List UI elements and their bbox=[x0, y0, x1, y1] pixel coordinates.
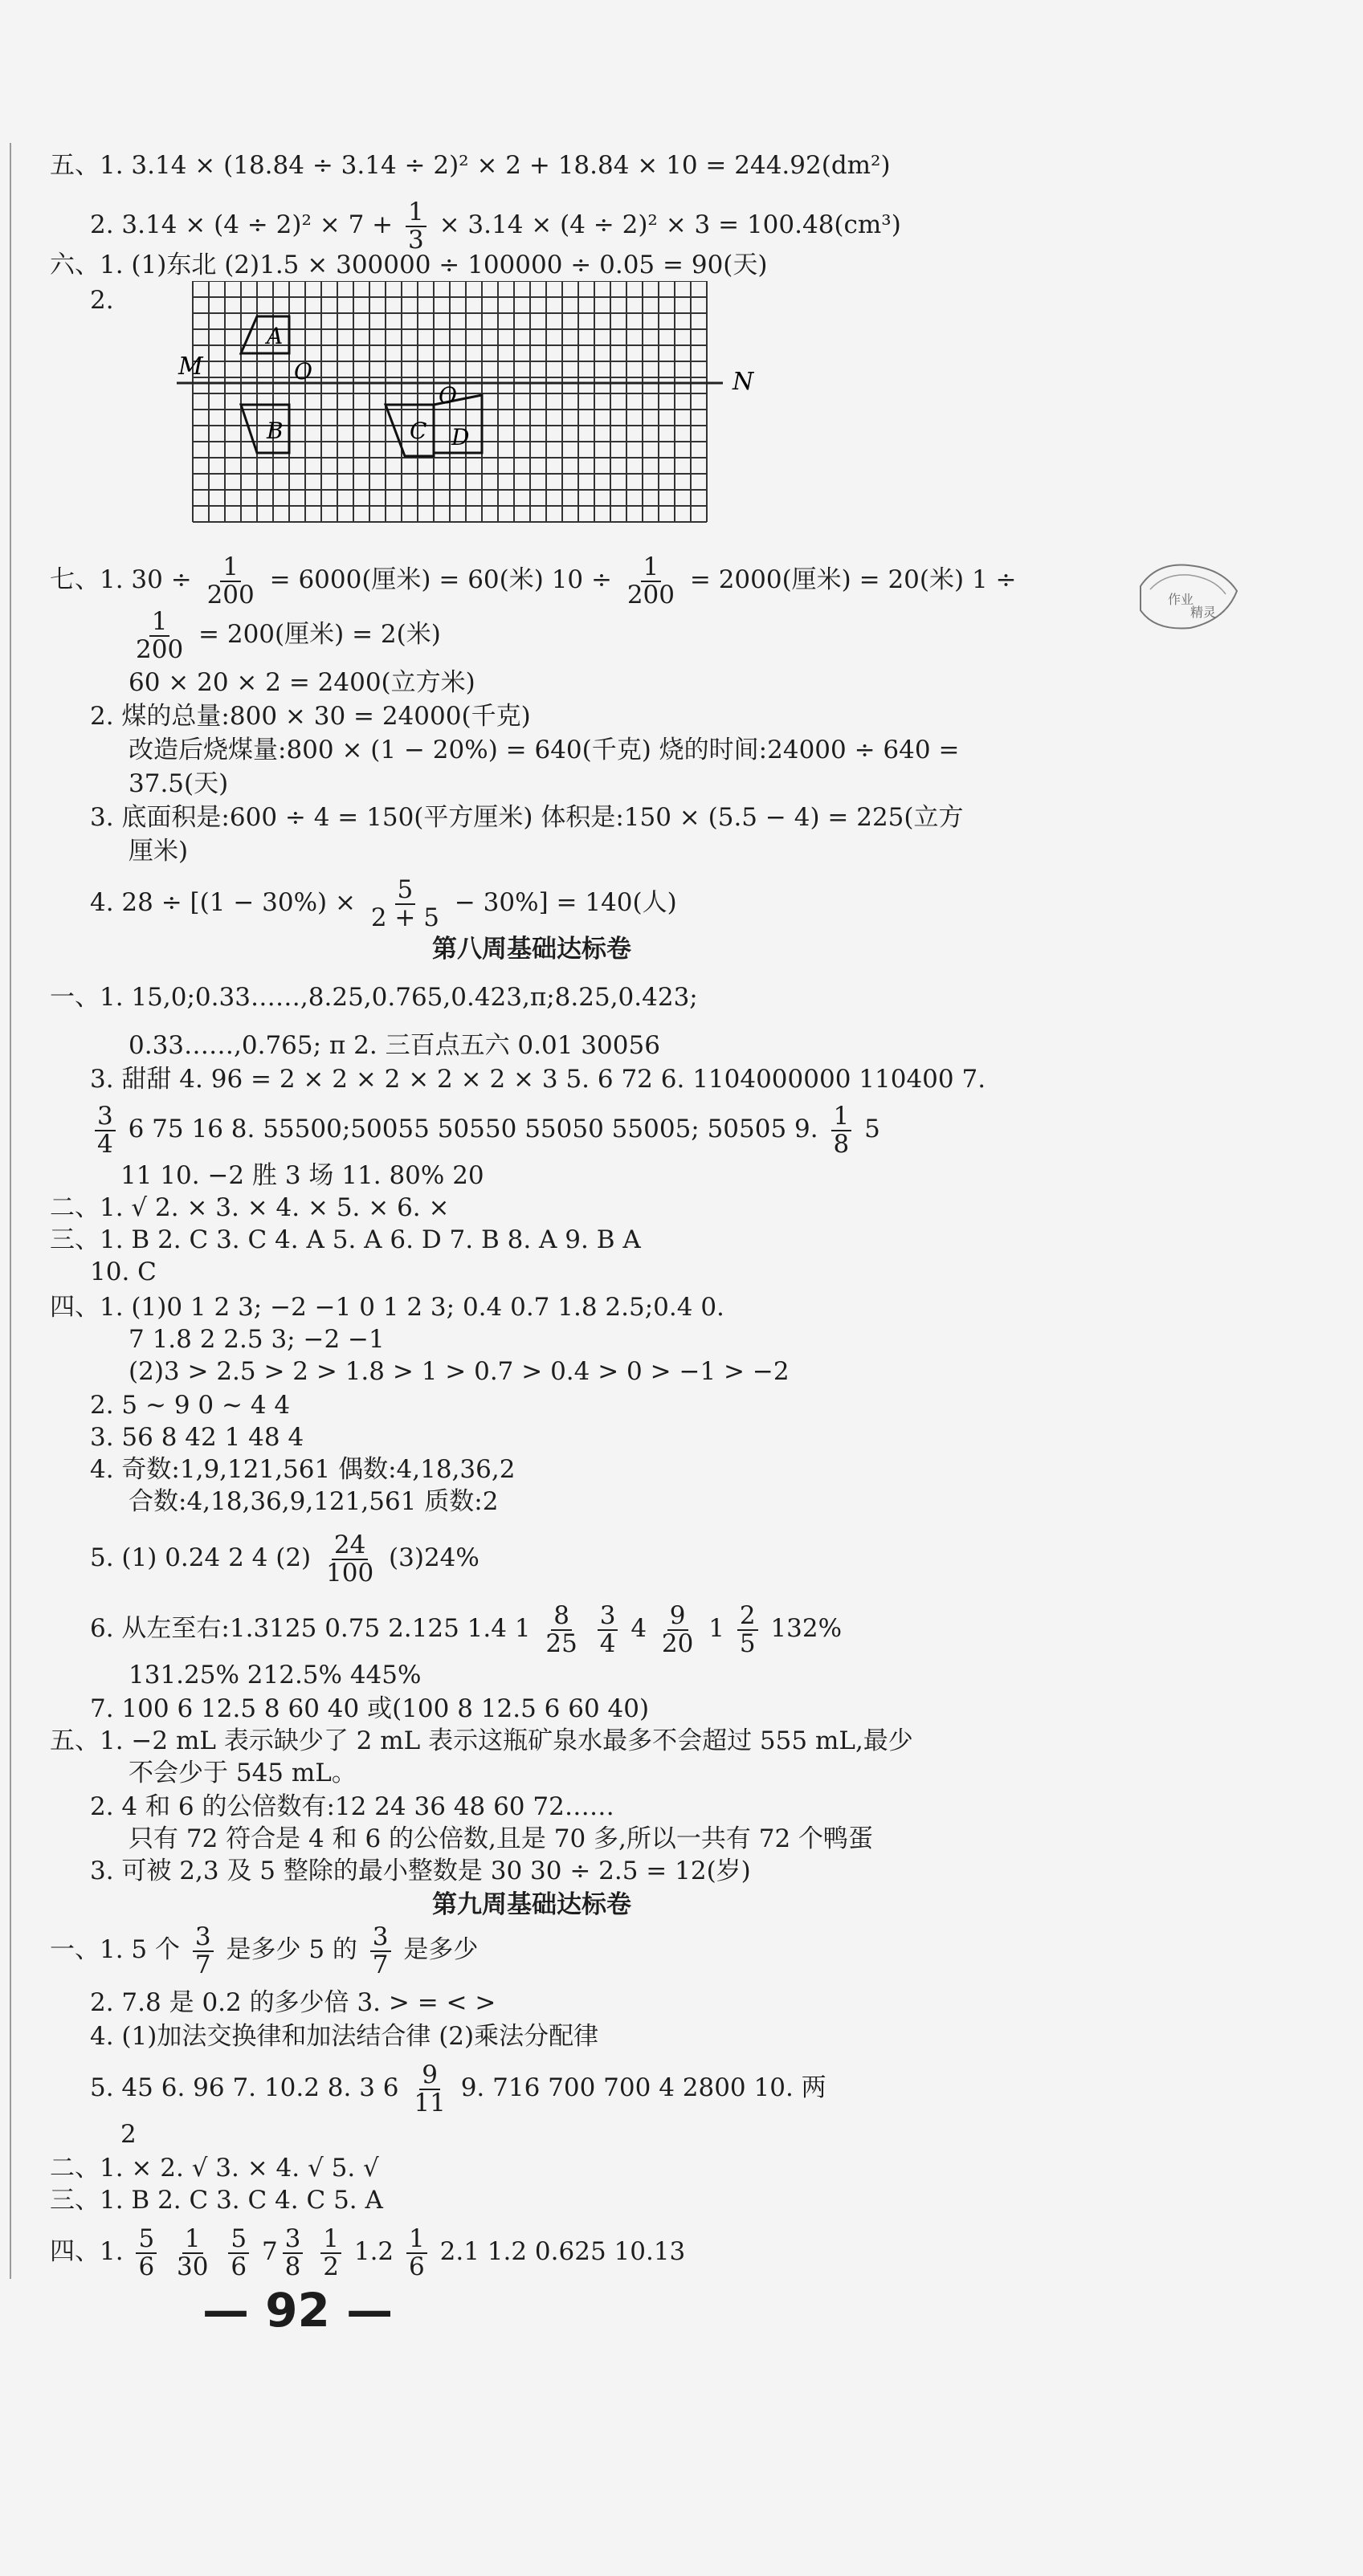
fraction: $\frac{1}{3}$ bbox=[406, 199, 426, 253]
label-b: B bbox=[267, 418, 284, 444]
label-o: O bbox=[294, 358, 312, 385]
answer-line: 四、1. $\frac{5}{6}$ $\frac{1}{30}$ $\frac{5}{6}$ 7 $\frac{3}{8}$ $\frac{1}{2}$ 1.2 $\frac{1}{6}$ 2.1 1.2 0.625 10.13 bbox=[50, 2224, 686, 2281]
answer-line bbox=[90, 199, 901, 253]
section-heading: 第八周基础达标卷 bbox=[432, 935, 631, 964]
answer-line: 11 10. −2 胜 3 场 11. 80% 20 bbox=[120, 1161, 484, 1190]
svg-text:作业: 作业 bbox=[1168, 592, 1194, 607]
answer-text: × 3.14 × (4 ÷ 2)² × 3 = 100.48(cm³) bbox=[439, 210, 901, 240]
answer-line: 四、1. (1)0 1 2 3; −2 −1 0 1 2 3; 0.4 0.7 1.8 2.5;0.4 0. bbox=[50, 1293, 724, 1322]
answer-line: 7. 100 6 12.5 8 60 40 或(100 8 12.5 6 60 40) bbox=[90, 1694, 650, 1723]
answer-line: 2. 5 ~ 9 0 ~ 4 4 bbox=[90, 1391, 291, 1420]
stamp-logo bbox=[1132, 554, 1245, 642]
label-d: D bbox=[451, 424, 470, 450]
answer-line: 3. 56 8 42 1 48 4 bbox=[90, 1423, 304, 1452]
grid-figure bbox=[161, 281, 787, 538]
label-c: C bbox=[410, 418, 427, 444]
answer-line: 三、1. B 2. C 3. C 4. C 5. A bbox=[50, 2186, 383, 2215]
answer-line: 0.33……,0.765; π 2. 三百点五六 0.01 30056 bbox=[129, 1031, 660, 1060]
answer-line: 2. 煤的总量:800 × 30 = 24000(千克) bbox=[90, 702, 531, 731]
answer-line: 4. 28 ÷ [(1 − 30%) × $\frac{5}{2 + 5}$ − 30%] = 140(人) bbox=[90, 875, 677, 932]
answer-line: 2. 4 和 6 的公倍数有:12 24 36 48 60 72…… bbox=[90, 1792, 614, 1821]
answer-line: 七、1. 30 ÷ $\frac{1}{200}$ = 6000(厘米) = 60(米) 10 ÷ $\frac{1}{200}$ = 2000(厘米) = 20(米) 1 ÷ bbox=[50, 552, 1017, 609]
answer-line: 2. bbox=[90, 286, 114, 315]
label-a: A bbox=[267, 323, 284, 349]
label-m: M bbox=[178, 353, 203, 381]
answer-line: 厘米) bbox=[129, 837, 189, 866]
answer-line: 3. 可被 2,3 及 5 整除的最小整数是 30 30 ÷ 2.5 = 12(岁) bbox=[90, 1857, 751, 1885]
svg-text:精灵: 精灵 bbox=[1190, 605, 1217, 620]
answer-line: 4. 奇数:1,9,121,561 偶数:4,18,36,2 bbox=[90, 1455, 516, 1484]
section-heading: 第九周基础达标卷 bbox=[432, 1890, 631, 1919]
answer-line: 改造后烧煤量:800 × (1 − 20%) = 640(千克) 烧的时间:24000 ÷ 640 = bbox=[129, 736, 960, 764]
answer-line: 不会少于 545 mL。 bbox=[129, 1759, 357, 1787]
answer-line: 131.25% 212.5% 445% bbox=[129, 1661, 422, 1689]
answer-line: 二、1. √ 2. × 3. × 4. × 5. × 6. × bbox=[50, 1193, 450, 1222]
answer-line: 合数:4,18,36,9,121,561 质数:2 bbox=[129, 1487, 499, 1516]
answer-line: 五、1. −2 mL 表示缺少了 2 mL 表示这瓶矿泉水最多不会超过 555 mL,最少 bbox=[50, 1726, 913, 1755]
answer-line: 60 × 20 × 2 = 2400(立方米) bbox=[129, 668, 475, 697]
answer-line: 三、1. B 2. C 3. C 4. A 5. A 6. D 7. B 8. A 9. B A bbox=[50, 1225, 641, 1254]
answer-line: 5. (1) 0.24 2 4 (2) $\frac{24}{100}$ (3)24% bbox=[90, 1531, 479, 1588]
answer-line: 五、1. 3.14 × (18.84 ÷ 3.14 ÷ 2)² × 2 + 18.84 × 10 = 244.92(dm²) bbox=[50, 151, 891, 180]
answer-line: (2)3 > 2.5 > 2 > 1.8 > 1 > 0.7 > 0.4 > 0 > −1 > −2 bbox=[129, 1357, 790, 1386]
answer-line: 5. 45 6. 96 7. 10.2 8. 3 6 $\frac{9}{11}$ 9. 716 700 700 4 2800 10. 两 bbox=[90, 2060, 826, 2117]
answer-line: 6. 从左至右:1.3125 0.75 2.125 1.4 1 $\frac{8}{25}$ $\frac{3}{4}$ 4 $\frac{9}{20}$ 1 $\frac{2}{5}$ 132% bbox=[90, 1601, 843, 1658]
answer-line: 7 1.8 2 2.5 3; −2 −1 bbox=[129, 1325, 385, 1354]
answer-line: 六、1. (1)东北 (2)1.5 × 300000 ÷ 100000 ÷ 0.05 = 90(天) bbox=[50, 251, 768, 279]
margin-rule bbox=[10, 143, 11, 2279]
answer-line: 10. C bbox=[90, 1257, 157, 1286]
answer-line: 二、1. × 2. √ 3. × 4. √ 5. √ bbox=[50, 2154, 379, 2183]
answer-line: 一、1. 15,0;0.33……,8.25,0.765,0.423,π;8.25,0.423; bbox=[50, 983, 698, 1012]
answer-line: 3. 甜甜 4. 96 = 2 × 2 × 2 × 2 × 2 × 3 5. 6 72 6. 1104000000 110400 7. bbox=[90, 1065, 986, 1094]
label-o: O bbox=[439, 382, 457, 409]
page-number: — 92 — bbox=[202, 2283, 394, 2338]
answer-text: 2. 3.14 × (4 ÷ 2)² × 7 + bbox=[90, 210, 394, 240]
answer-line: 4. (1)加法交换律和加法结合律 (2)乘法分配律 bbox=[90, 2022, 599, 2051]
answer-line: 37.5(天) bbox=[129, 769, 229, 798]
answer-line: 2. 7.8 是 0.2 的多少倍 3. > = < > bbox=[90, 1988, 496, 2017]
answer-line: $\frac{3}{4}$ 6 75 16 8. 55500;50055 50550 55050 55005; 50505 9. $\frac{1}{8}$ 5 bbox=[90, 1103, 880, 1157]
answer-line: $\frac{1}{200}$ = 200(厘米) = 2(米) bbox=[136, 607, 441, 664]
answer-line: 只有 72 符合是 4 和 6 的公倍数,且是 70 多,所以一共有 72 个鸭蛋 bbox=[129, 1824, 874, 1853]
answer-line: 3. 底面积是:600 ÷ 4 = 150(平方厘米) 体积是:150 × (5.5 − 4) = 225(立方 bbox=[90, 803, 964, 832]
answer-line: 2 bbox=[120, 2120, 137, 2149]
label-n: N bbox=[733, 368, 754, 396]
answer-line: 一、1. 5 个 $\frac{3}{7}$ 是多少 5 的 $\frac{3}{7}$ 是多少 bbox=[50, 1922, 479, 1979]
